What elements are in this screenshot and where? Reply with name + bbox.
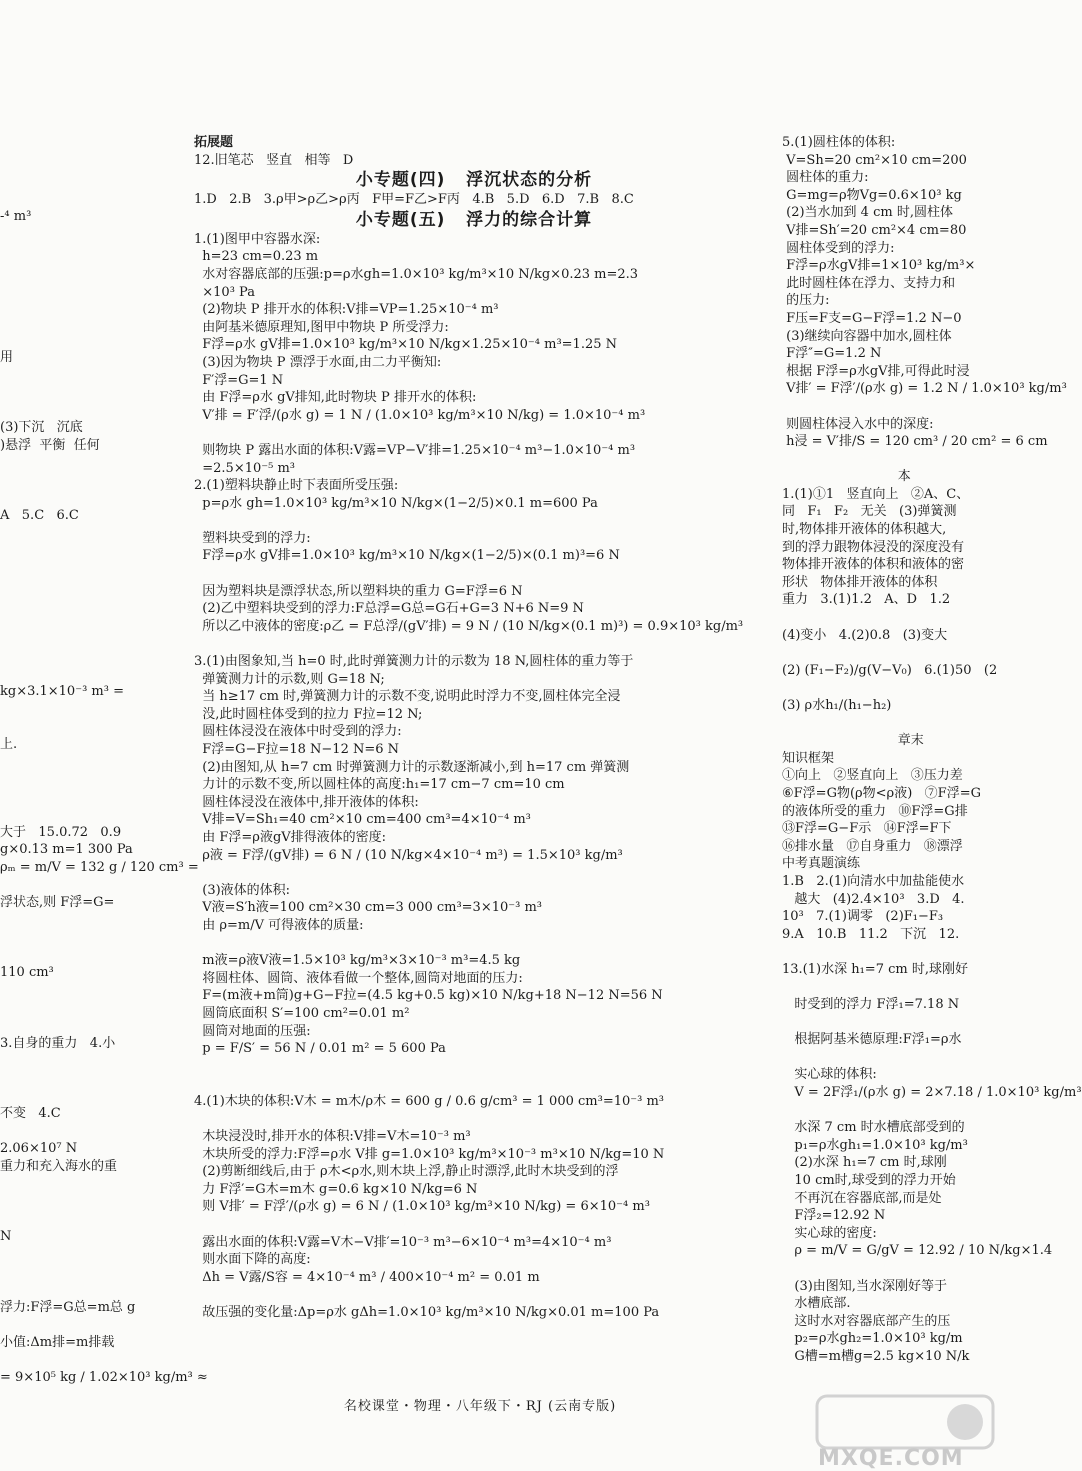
text-line: [0, 155, 150, 173]
text-line: [0, 1070, 150, 1088]
text-line: 形状 物体排开液体的体积: [782, 574, 938, 590]
text-line: [0, 1087, 150, 1105]
text-line: (2)水深 h₁=7 cm 时,球刚: [782, 1155, 947, 1171]
text-line: (2)当水加到 4 cm 时,圆柱体: [782, 205, 953, 221]
text-line: 实心球的密度:: [782, 1225, 877, 1241]
text-line: 5.(1)圆柱体的体积:: [782, 135, 896, 150]
text-line: 不再沉在容器底部,而是处: [782, 1190, 942, 1206]
text-line: 大于 15.0.72 0.9: [0, 824, 122, 840]
text-line: 3.(1)由图象知,当 h=0 时,此时弹簧测力计的示数为 18 N,圆柱体的重力等于: [194, 654, 634, 670]
text-line: 13.(1)水深 h₁=7 cm 时,球刚好: [782, 961, 968, 977]
text-line: g×0.13 m=1 300 Pa: [0, 842, 133, 858]
text-line: 这时水对容器底部产生的压: [782, 1313, 951, 1329]
text-line: [0, 1193, 150, 1211]
text-line: ρ液 = F浮/(gV排) = 6 N / (10 N/kg×4×10⁻⁴ m³) = 1.5×10³ kg/m³: [194, 847, 623, 863]
text-line: [0, 524, 150, 542]
text-line: 故压强的变化量:Δp=ρ水 gΔh=1.0×10³ kg/m³×10 N/kg×0.01 m=100 Pa: [194, 1305, 660, 1320]
text-line: [194, 424, 754, 442]
text-line: [782, 609, 1000, 627]
text-line: 用: [0, 349, 14, 365]
text-line: [782, 398, 1000, 416]
text-line: 木块所受的浮力:F浮=ρ水 V排 g=1.0×10³ kg/m³×10⁻³ m³×10 N/kg=10 N: [194, 1146, 665, 1162]
text-line: [782, 644, 1000, 662]
text-line: F浮″=G=1.2 N: [782, 346, 882, 362]
text-line: 水槽底部.: [782, 1296, 851, 1312]
text-line: [0, 595, 150, 613]
text-line: [194, 1110, 754, 1128]
text-line: [782, 451, 1000, 469]
text-line: [0, 788, 150, 806]
text-line: V=Sh=20 cm²×10 cm=200: [782, 152, 967, 168]
right-column-fragment: [782, 134, 1082, 1366]
text-line: = 9×10⁵ kg / 1.02×10³ kg/m³ ≈: [0, 1369, 208, 1385]
text-line: 力 F浮′=G木=m木 g=0.6 kg×10 N/kg=6 N: [194, 1181, 478, 1197]
text-line: (3)因为物块 P 漂浮于水面,由二力平衡知:: [194, 354, 442, 370]
text-line: F浮=ρ水gV排=1×10³ kg/m³×: [782, 258, 976, 274]
text-line: 重力和充入海水的重: [0, 1158, 118, 1174]
text-line: [0, 1281, 150, 1299]
text-line: [0, 173, 150, 191]
text-line: [0, 278, 150, 296]
text-line: 木块浸没时,排开水的体积:V排=V木=10⁻³ m³: [194, 1129, 471, 1145]
answer-column-main: [194, 134, 754, 1322]
text-line: 的液体所受的重力 ⑩F浮=G排: [782, 803, 968, 819]
text-line: V排′ = F浮′/(ρ水 g) = 1.2 N / 1.0×10³ kg/m³: [782, 381, 1067, 397]
text-line: 则水面下降的高度:: [194, 1252, 311, 1268]
text-line: m液=ρ液V液=1.5×10³ kg/m³×3×10⁻³ m³=4.5 kg: [194, 953, 521, 969]
text-line: 重力 3.(1)1.2 A、D 1.2: [782, 592, 951, 608]
text-line: 越大 (4)2.4×10³ 3.D 4.: [782, 891, 965, 907]
text-line: 本: [782, 469, 911, 485]
text-line: 上.: [0, 736, 18, 752]
text-line: h=23 cm=0.23 m: [194, 249, 319, 265]
text-line: F′浮=G=1 N: [194, 372, 284, 388]
text-line: 1.(1)图甲中容器水深:: [194, 231, 321, 247]
text-line: 实心球的体积:: [782, 1067, 877, 1083]
text-line: [194, 864, 754, 882]
text-line: [194, 1286, 754, 1304]
text-line: G槽=m槽g=2.5 kg×10 N/k: [782, 1348, 970, 1364]
text-line: [0, 876, 150, 894]
text-line: [782, 1102, 1000, 1120]
text-line: [0, 929, 150, 947]
text-line: ρₘ = m/V = 132 g / 120 cm³ =: [0, 859, 199, 875]
text-line: )悬浮 平衡 任何: [0, 437, 100, 453]
text-line: ⑥F浮=G物(ρ物<ρ液) ⑦F浮=G: [782, 785, 981, 801]
text-line: 根据 F浮=ρ水gV排,可得此时浸: [782, 363, 970, 379]
text-line: F压=F支=G−F浮=1.2 N−0: [782, 310, 962, 326]
text-line: 1.B 2.(1)向清水中加盐能使水: [782, 873, 965, 889]
text-line: ⑯排水量 ⑰自身重力 ⑱漂浮: [782, 838, 963, 854]
text-line: (2)物块 P 排开水的体积:V排=VP=1.25×10⁻⁴ m³: [194, 302, 499, 318]
text-line: [0, 1175, 150, 1193]
text-line: 圆筒底面积 S′=100 cm²=0.01 m²: [194, 1005, 410, 1021]
text-line: [0, 718, 150, 736]
text-line: ×10³ Pa: [194, 284, 255, 300]
watermark-text: MXQE.COM: [818, 1446, 964, 1471]
text-line: 弹簧测力计的示数,则 G=18 N;: [194, 671, 385, 687]
text-line: 圆柱体浸没在液体中时受到的浮力:: [194, 724, 402, 740]
text-line: F浮=ρ水 gV排=1.0×10³ kg/m³×10 N/kg×(1−2/5)×(0.1 m)³=6 N: [194, 548, 620, 564]
text-line: V排=V=Sh₁=40 cm²×10 cm=400 cm³=4×10⁻⁴ m³: [194, 812, 531, 828]
text-line: 浮状态,则 F浮=G=: [0, 894, 115, 910]
text-line: 由 ρ=m/V 可得液体的质量:: [194, 917, 364, 933]
text-line: [0, 912, 150, 930]
text-line: kg×3.1×10⁻³ m³ =: [0, 683, 124, 699]
text-line: [194, 565, 754, 583]
text-line: [0, 1017, 150, 1035]
text-line: (3)继续向容器中加水,圆柱体: [782, 328, 952, 344]
text-line: [0, 1052, 150, 1070]
text-line: F=(m液+m筒)g+G−F拉=(4.5 kg+0.5 kg)×10 N/kg+18 N−12 N=56 N: [194, 988, 663, 1004]
text-line: 由 F浮=ρ水 gV排知,此时物块 P 排开水的体积:: [194, 390, 477, 406]
text-line: 所以乙中液体的密度:ρ乙 = F总浮/(gV′排) = 9 N / (10 N/kg×(0.1 m)³) = 0.9×10³ kg/m³: [194, 618, 744, 634]
text-line: [0, 982, 150, 1000]
text-line: [782, 1260, 1000, 1278]
text-line: [0, 489, 150, 507]
text-line: 浮力:F浮=G总=m总 g: [0, 1299, 136, 1315]
text-line: [0, 612, 150, 630]
text-line: ①向上 ②竖直向上 ③压力差: [782, 768, 963, 784]
text-line: [0, 806, 150, 824]
text-line: 根据阿基米德原理:F浮₁=ρ水: [782, 1032, 962, 1048]
text-line: 则物块 P 露出水面的体积:V露=VP−V′排=1.25×10⁻⁴ m³−1.0×10⁻⁴ m³: [194, 442, 636, 458]
text-line: 同 F₁ F₂ 无关 (3)弹簧测: [782, 504, 957, 520]
text-line: V′排 = F′浮/(ρ水 g) = 1 N / (1.0×10³ kg/m³×10 N/kg) = 1.0×10⁻⁴ m³: [194, 407, 646, 423]
text-line: [0, 560, 150, 578]
text-line: 不变 4.C: [0, 1106, 61, 1122]
text-line: [0, 1351, 150, 1369]
text-line: 知识框架: [782, 750, 835, 766]
text-line: [0, 947, 150, 965]
text-line: 章末: [782, 733, 924, 749]
text-line: [0, 243, 150, 261]
text-line: [0, 366, 150, 384]
text-line: [0, 542, 150, 560]
text-line: 到的浮力跟物体浸没的深度没有: [782, 539, 965, 555]
text-line: [0, 648, 150, 666]
text-line: [194, 1216, 754, 1234]
text-line: (2)乙中塑料块受到的浮力:F总浮=G总=G石+G=3 N+6 N=9 N: [194, 601, 584, 617]
text-line: [0, 771, 150, 789]
text-line: [0, 190, 150, 208]
text-line: V液=S′h液=100 cm²×30 cm=3 000 cm³=3×10⁻³ m³: [194, 900, 543, 916]
text-line: F浮₂=12.92 N: [782, 1208, 886, 1224]
text-line: 小值:Δm排=m排载: [0, 1334, 115, 1350]
text-line: 圆筒对地面的压强:: [194, 1023, 311, 1039]
text-line: 的压力:: [782, 293, 830, 309]
text-line: [0, 331, 150, 349]
text-line: 力计的示数不变,所以圆柱体的高度:h₁=17 cm−7 cm=10 cm: [194, 777, 565, 793]
text-line: (4)变小 4.(2)0.8 (3)变大: [782, 627, 948, 643]
text-line: 2.(1)塑料块静止时下表面所受压强:: [194, 478, 399, 494]
text-line: A 5.C 6.C: [0, 507, 79, 523]
text-line: 2.06×10⁷ N: [0, 1141, 78, 1157]
text-line: [0, 753, 150, 771]
text-line: 由阿基米德原理知,图甲中物块 P 所受浮力:: [194, 319, 449, 335]
text-line: 1.D 2.B 3.ρ甲>ρ乙>ρ丙 F甲=F乙>F丙 4.B 5.D 6.D 7.B 8.C: [194, 192, 634, 208]
text-line: [0, 225, 150, 243]
text-line: (3)由图知,当水深刚好等于: [782, 1278, 947, 1294]
text-line: [0, 454, 150, 472]
text-line: p₁=ρ水gh₁=1.0×10³ kg/m³: [782, 1137, 968, 1153]
text-line: 露出水面的体积:V露=V木−V排′=10⁻³ m³−6×10⁻⁴ m³=4×10⁻⁴ m³: [194, 1234, 612, 1250]
text-line: [0, 1211, 150, 1229]
text-line: [0, 1000, 150, 1018]
text-line: 此时圆柱体在浮力、支持力和: [782, 275, 956, 291]
text-line: 将圆柱体、圆筒、液体看做一个整体,圆筒对地面的压力:: [194, 970, 523, 986]
text-line: [0, 1263, 150, 1281]
text-line: (3) ρ水h₁/(h₁−h₂): [782, 698, 892, 713]
text-line: 1.(1)①1 竖直向上 ②A、C、: [782, 486, 970, 502]
text-line: [0, 296, 150, 314]
text-line: [0, 261, 150, 279]
text-line: h浸 = V′排/S = 120 cm³ / 20 cm² = 6 cm: [782, 434, 1048, 450]
text-line: 则 V排′ = F浮′/(ρ水 g) = 6 N / (1.0×10³ kg/m³×10 N/kg) = 6×10⁻⁴ m³: [194, 1199, 650, 1215]
text-line: Δh = V露/S容 = 4×10⁻⁴ m³ / 400×10⁻⁴ m² = 0.01 m: [194, 1269, 540, 1285]
section-heading: 小专题(四) 浮沉状态的分析: [355, 170, 593, 191]
text-line: [0, 1316, 150, 1334]
text-line: 当 h≥17 cm 时,弹簧测力计的示数不变,说明此时浮力不变,圆柱体完全浸: [194, 689, 621, 705]
text-line: 时,物体排开液体的体积越大,: [782, 522, 947, 538]
text-line: =2.5×10⁻⁵ m³: [194, 460, 296, 476]
page-footer: 名校课堂・物理・八年级下・RJ (云南专版): [343, 1399, 617, 1414]
text-line: [0, 700, 150, 718]
text-line: [782, 679, 1000, 697]
text-line: [194, 512, 754, 530]
text-line: (2)剪断细线后,由于 ρ木<ρ水,则木块上浮,静止时漂浮,此时木块受到的浮: [194, 1164, 619, 1180]
text-line: 10 cm时,球受到的浮力开始: [782, 1173, 956, 1189]
text-line: (3)下沉 沉底: [0, 419, 83, 435]
text-line: [194, 935, 754, 953]
text-line: 则圆柱体浸入水中的深度:: [782, 416, 934, 432]
text-line: 圆柱体的重力:: [782, 170, 869, 186]
text-line: (2)由图知,从 h=7 cm 时弹簧测力计的示数逐渐减小,到 h=17 cm 弹簧测: [194, 759, 630, 775]
text-line: ρ = m/V = G/gV = 12.92 / 10 N/kg×1.4: [782, 1243, 1053, 1259]
text-line: (3)液体的体积:: [194, 882, 291, 898]
text-line: [782, 1014, 1000, 1032]
section-heading: 小专题(五) 浮力的综合计算: [355, 209, 593, 230]
text-line: p = F/S′ = 56 N / 0.01 m² = 5 600 Pa: [194, 1041, 446, 1057]
text-line: 中考真题演练: [782, 856, 861, 872]
text-line: 10³ 7.(1)调零 (2)F₁−F₃: [782, 909, 944, 925]
text-line: N: [0, 1229, 12, 1245]
text-line: [782, 979, 1000, 997]
text-line: -⁴ m³: [0, 208, 32, 224]
text-line: p=ρ水 gh=1.0×10³ kg/m³×10 N/kg×(1−2/5)×0.1 m=600 Pa: [194, 495, 598, 511]
text-line: 水深 7 cm 时水槽底部受到的: [782, 1120, 965, 1136]
text-line: [0, 1123, 150, 1141]
text-line: ⑬F浮=G−F示 ⑭F浮=F下: [782, 821, 952, 837]
text-line: [782, 1049, 1000, 1067]
text-line: V = 2F浮₁/(ρ水 g) = 2×7.18 / 1.0×10³ kg/m³: [782, 1085, 1082, 1101]
text-line: [0, 401, 150, 419]
text-line: 因为塑料块是漂浮状态,所以塑料块的重力 G=F浮=6 N: [194, 583, 523, 599]
text-line: [0, 313, 150, 331]
text-line: 没,此时圆柱体受到的拉力 F拉=12 N;: [194, 706, 423, 722]
text-line: 时受到的浮力 F浮₁=7.18 N: [782, 997, 960, 1013]
text-line: F浮=ρ水 gV排=1.0×10³ kg/m³×10 N/kg×1.25×10⁻⁴ m³=1.25 N: [194, 337, 618, 353]
left-column-fragment: [0, 155, 208, 1387]
text-line: [0, 384, 150, 402]
subsection-label: 拓展题: [194, 135, 234, 150]
text-line: [0, 630, 150, 648]
text-line: 12.旧笔芯 竖直 相等 D: [194, 152, 354, 168]
text-line: [194, 1058, 754, 1076]
text-line: [782, 715, 1000, 733]
text-line: 圆柱体受到的浮力:: [782, 240, 895, 256]
text-line: V排=Sh′=20 cm²×4 cm=80: [782, 222, 967, 238]
text-line: 水对容器底部的压强:p=ρ水gh=1.0×10³ kg/m³×10 N/kg×0.23 m=2.3: [194, 266, 639, 282]
text-line: 4.(1)木块的体积:V木 = m木/ρ木 = 600 g / 0.6 g/cm³ = 1 000 cm³=10⁻³ m³: [194, 1093, 664, 1109]
text-line: [0, 577, 150, 595]
text-line: [0, 665, 150, 683]
text-line: 110 cm³: [0, 965, 54, 981]
text-line: [194, 635, 754, 653]
text-line: [0, 472, 150, 490]
text-line: 由 F浮=ρ液gV排得液体的密度:: [194, 829, 387, 845]
text-line: [782, 943, 1000, 961]
text-line: 物体排开液体的体积和液体的密: [782, 557, 965, 573]
text-line: 圆柱体浸没在液体中,排开液体的体积:: [194, 794, 419, 810]
text-line: F浮=G−F拉=18 N−12 N=6 N: [194, 742, 400, 757]
text-line: G=mg=ρ物Vg=0.6×10³ kg: [782, 187, 962, 203]
text-line: 9.A 10.B 11.2 下沉 12.: [782, 926, 960, 942]
text-line: 3.自身的重力 4.小: [0, 1035, 116, 1051]
text-line: (2) (F₁−F₂)/g(V−V₀) 6.(1)50 (2: [782, 662, 998, 678]
text-line: [0, 1246, 150, 1264]
text-line: 塑料块受到的浮力:: [194, 530, 311, 546]
text-line: p₂=ρ水gh₂=1.0×10³ kg/m: [782, 1331, 963, 1347]
text-line: [194, 1075, 754, 1093]
